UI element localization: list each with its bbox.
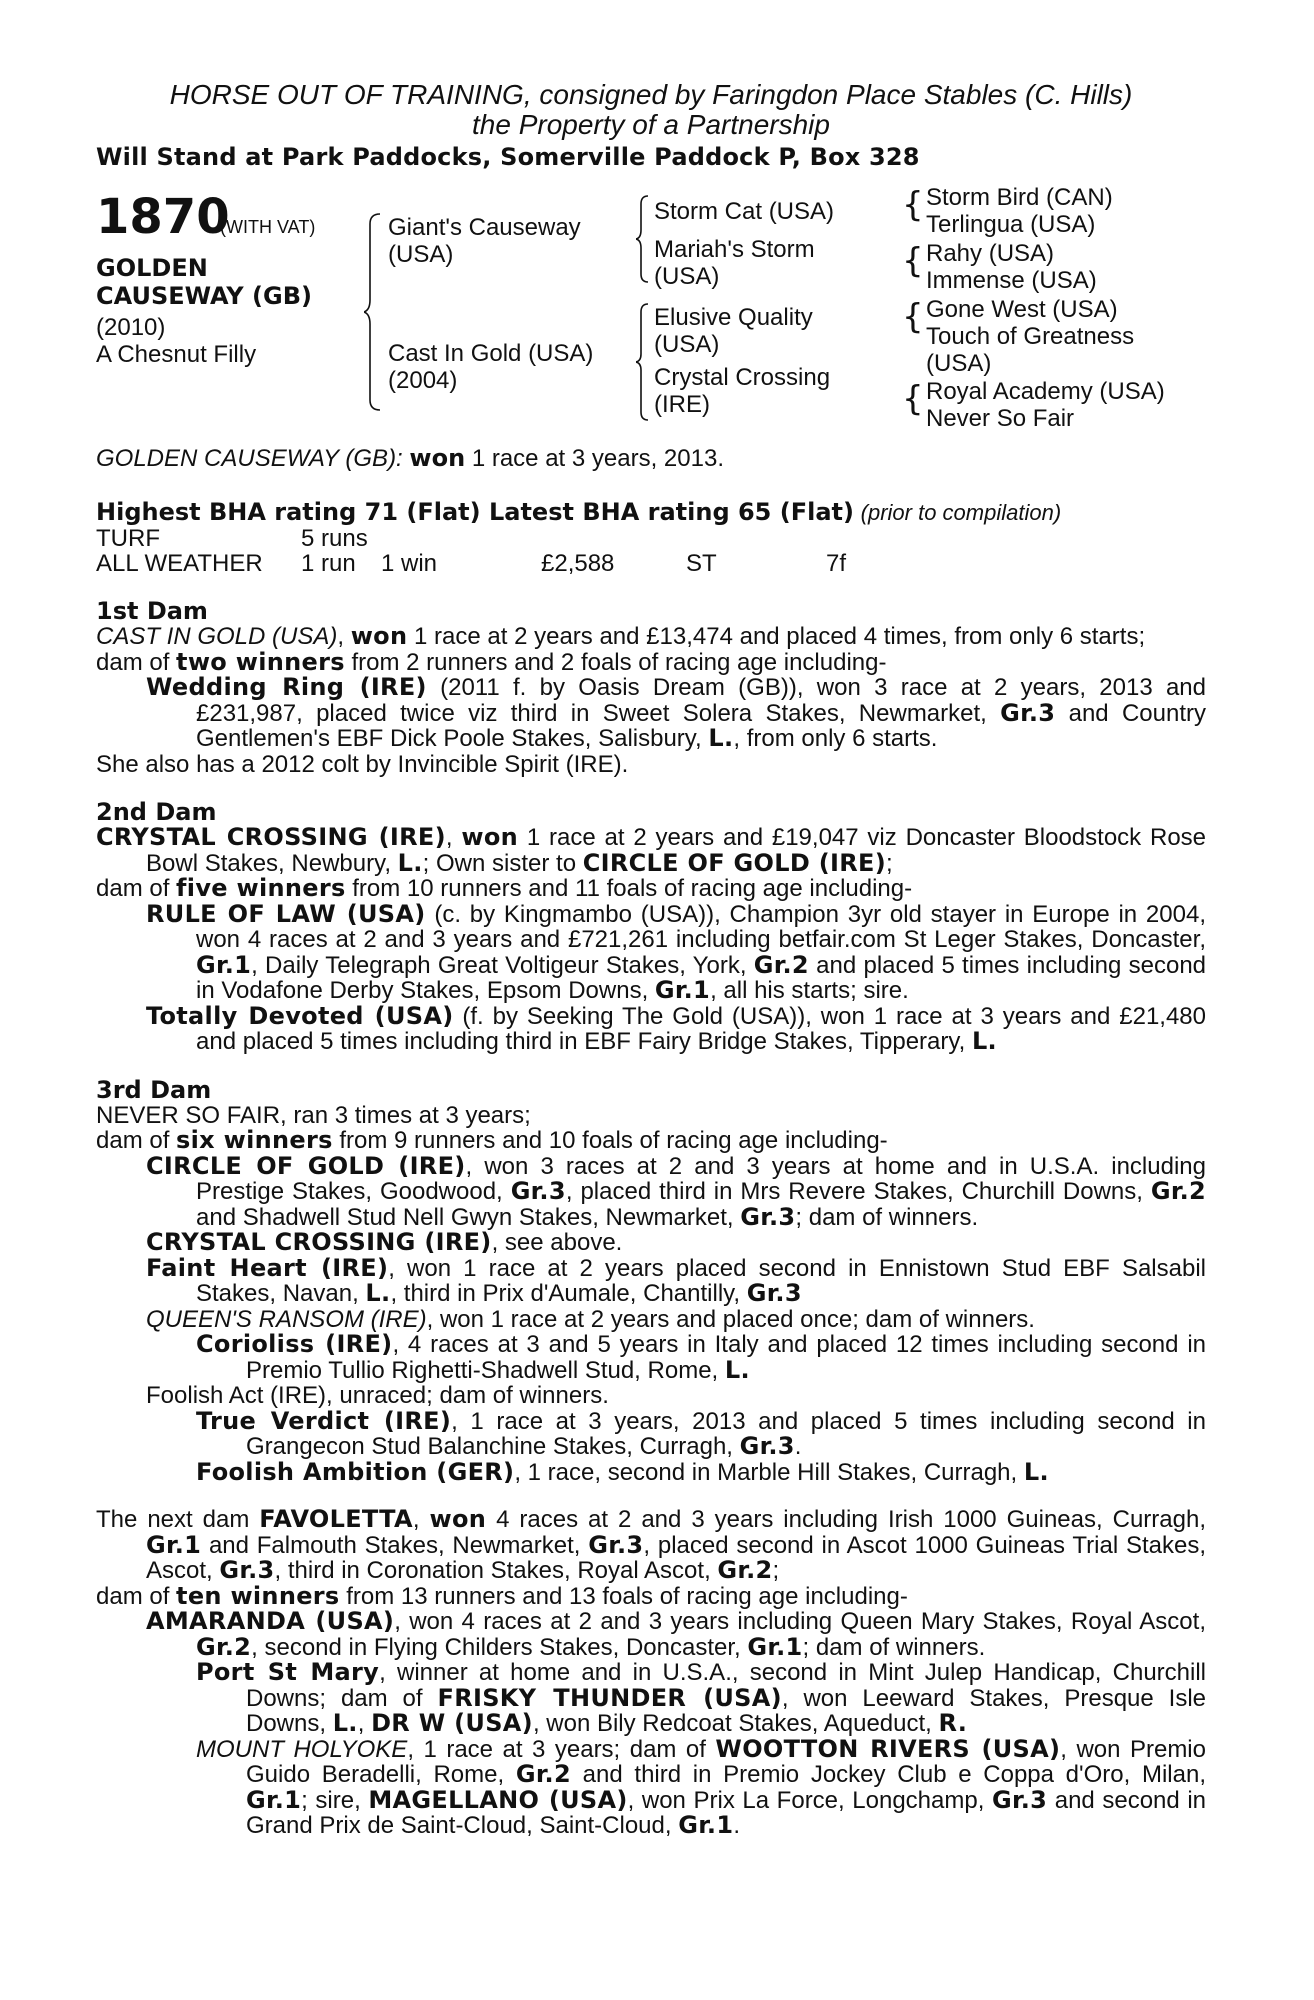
dam-sire: Elusive Quality (USA)	[654, 304, 813, 358]
dam-note: She also has a 2012 colt by Invincible Spirit (IRE).	[96, 750, 629, 778]
brace-icon: {	[902, 241, 924, 281]
catalogue-page	[96, 80, 1206, 1839]
dam-produce: dam of five winners from 10 runners and 11 foals of racing age including-	[96, 874, 913, 902]
third-dam-section	[96, 1077, 1206, 1486]
sire-brace	[636, 194, 652, 284]
produce-entry: Totally Devoted (USA) (f. by Seeking The Gold (USA)), won 1 race at 3 years and £21,480 and placed 5 times including third in EBF Fairy Bridge Stakes, Tipperary, L.	[146, 1001, 1207, 1055]
horse-description: A Chesnut Filly	[96, 341, 257, 368]
produce-entry: Faint Heart (IRE), won 1 race at 2 years placed second in Ennistown Stud EBF Salsabil Stakes, Navan, L., third in Prix d'Aumale, Chantilly, Gr.3	[146, 1253, 1206, 1307]
dam-record: The next dam FAVOLETTA, won 4 races at 2 and 3 years including Irish 1000 Guineas, Curragh, Gr.1 and Falmouth Stakes, Newmarket, Gr.3, placed second in Ascot 1000 Guineas Trial Stakes, Ascot, Gr.3, third in Coronation Stakes, Royal Ascot, Gr.2;	[96, 1505, 1207, 1584]
produce-entry: Port St Mary, winner at home and in U.S.A., second in Mint Julep Handicap, Churchill Downs; dam of FRISKY THUNDER (USA), won Leeward Stakes, Presque Isle Downs, L., DR W (USA), won Bily Redcoat Stakes, Aqueduct, R.	[196, 1658, 1207, 1737]
produce-entry: Foolish Act (IRE), unraced; dam of winners.	[146, 1382, 609, 1409]
consignor-line: HORSE OUT OF TRAINING, consigned by Faringdon Place Stables (C. Hills)	[169, 79, 1133, 110]
performance-table	[96, 526, 846, 576]
foaled-year: (2010)	[96, 314, 166, 341]
sire: Giant's Causeway (USA)	[388, 214, 581, 268]
sire-dam: Mariah's Storm (USA)	[654, 236, 815, 290]
produce-entry: QUEEN'S RANSOM (IRE), won 1 race at 2 years and placed once; dam of winners.	[146, 1305, 1035, 1333]
dam-record: NEVER SO FAIR, ran 3 times at 3 years;	[96, 1101, 531, 1129]
produce-entry: MOUNT HOLYOKE, 1 race at 3 years; dam of WOOTTON RIVERS (USA), won Premio Guido Beradelli, Rome, Gr.2 and third in Premio Jockey Club e Coppa d'Oro, Milan, Gr.1; sire, MAGELLANO (USA), won Prix La Force, Longchamp, Gr.3 and second in Grand Prix de Saint-Cloud, Saint-Cloud, Gr.1.	[196, 1734, 1207, 1839]
race-summary: GOLDEN CAUSEWAY (GB): won 1 race at 3 years, 2013.	[96, 444, 724, 472]
section-title: 2nd Dam	[96, 798, 217, 826]
sire-sire-sire: Storm Bird (CAN)	[926, 184, 1113, 211]
rating-note: (prior to compilation)	[860, 500, 1062, 525]
dam-dam-sire: Royal Academy (USA)	[926, 378, 1165, 405]
produce-entry: Corioliss (IRE), 4 races at 3 and 5 years in Italy and placed 12 times including second in Premio Tullio Righetti-Shadwell Stud, Rome, L.	[196, 1330, 1206, 1384]
dam-dam: Crystal Crossing (IRE)	[654, 364, 831, 418]
produce-entry: RULE OF LAW (USA) (c. by Kingmambo (USA)), Champion 3yr old stayer in Europe in 2004, won 4 races at 2 and 3 years and £721,261 including betfair.com St Leger Stakes, Doncaster, Gr.1, Daily Telegraph Great Voltigeur Stakes, York, Gr.2 and placed 5 times including second in Vodafone Derby Stakes, Epsom Downs, Gr.1, all his starts; sire.	[146, 899, 1207, 1004]
produce-entry: Wedding Ring (IRE) (2011 f. by Oasis Dream (GB)), won 3 race at 2 years, 2013 and £231,987, placed twice viz third in Sweet Solera Stakes, Newmarket, Gr.3 and Country Gentlemen's EBF Dick Poole Stakes, Salisbury, L., from only 6 starts.	[146, 673, 1206, 752]
horse-name: GOLDEN CAUSEWAY (GB)	[96, 254, 312, 310]
section-title: 3rd Dam	[96, 1075, 212, 1104]
dam-produce: dam of ten winners from 13 runners and 13 foals of racing age including-	[96, 1581, 908, 1610]
sire-sire: Storm Cat (USA)	[654, 198, 835, 225]
dam-dam-dam: Never So Fair	[926, 405, 1075, 432]
dam-record: CRYSTAL CROSSING (IRE), won 1 race at 2 years and £19,047 viz Doncaster Bloodstock Rose Bowl Stakes, Newbury, L.; Own sister to CIRCLE OF GOLD (IRE);	[96, 823, 1207, 877]
vat-note: (WITH VAT)	[220, 217, 316, 237]
dam-sire-sire: Gone West (USA)	[926, 296, 1118, 323]
second-dam-section	[96, 799, 1206, 1055]
dam-brace	[636, 302, 652, 422]
produce-entry: AMARANDA (USA), won 4 races at 2 and 3 years including Queen Mary Stakes, Royal Ascot, Gr.2, second in Flying Childers Stakes, Doncaster, Gr.1; dam of winners.	[146, 1607, 1206, 1661]
rating-block	[96, 499, 1206, 576]
produce-entry: CRYSTAL CROSSING (IRE), see above.	[146, 1228, 623, 1256]
produce-entry: CIRCLE OF GOLD (IRE), won 3 races at 2 and 3 years at home and in U.S.A. including Prestige Stakes, Goodwood, Gr.3, placed third in Mrs Revere Stakes, Churchill Downs, Gr.2 and Shadwell Stud Nell Gwyn Stakes, Newmarket, Gr.3; dam of winners.	[146, 1151, 1207, 1231]
table-row: TURF 5 runs	[96, 525, 368, 552]
pedigree-block	[96, 184, 1206, 444]
pedigree-brace	[364, 212, 384, 412]
section-title: 1st Dam	[96, 597, 208, 625]
dam: Cast In Gold (USA) (2004)	[388, 340, 594, 394]
lot-number: 1870	[96, 189, 230, 245]
sire-sire-dam: Terlingua (USA)	[926, 211, 1096, 238]
brace-icon: {	[902, 297, 924, 337]
sire-dam-sire: Rahy (USA)	[926, 240, 1055, 267]
brace-icon: {	[902, 185, 924, 225]
dam-produce: dam of six winners from 9 runners and 10 foals of racing age including-	[96, 1126, 888, 1154]
dam-record: CAST IN GOLD (USA), won 1 race at 2 years and £13,474 and placed 4 times, from only 6 starts;	[96, 622, 1146, 650]
next-dam-section	[96, 1507, 1206, 1839]
table-row: ALL WEATHER 1 run 1 win £2,588 ST 7f	[96, 550, 847, 577]
dam-produce: dam of two winners from 2 runners and 2 foals of racing age including-	[96, 647, 887, 676]
dam-sire-dam: Touch of Greatness (USA)	[926, 323, 1135, 377]
stand-location: Will Stand at Park Paddocks, Somerville Paddock P, Box 328	[96, 143, 920, 171]
produce-entry: True Verdict (IRE), 1 race at 3 years, 2013 and placed 5 times including second in Grangecon Stud Balanchine Stakes, Curragh, Gr.3.	[196, 1406, 1206, 1460]
bha-rating: Highest BHA rating 71 (Flat) Latest BHA rating 65 (Flat)	[96, 498, 854, 526]
ownership-line: the Property of a Partnership	[472, 109, 830, 140]
produce-entry: Foolish Ambition (GER), 1 race, second in Marble Hill Stakes, Curragh, L.	[196, 1457, 1049, 1486]
sire-dam-dam: Immense (USA)	[926, 267, 1097, 294]
brace-icon: {	[902, 379, 924, 419]
first-dam-section	[96, 598, 1206, 777]
